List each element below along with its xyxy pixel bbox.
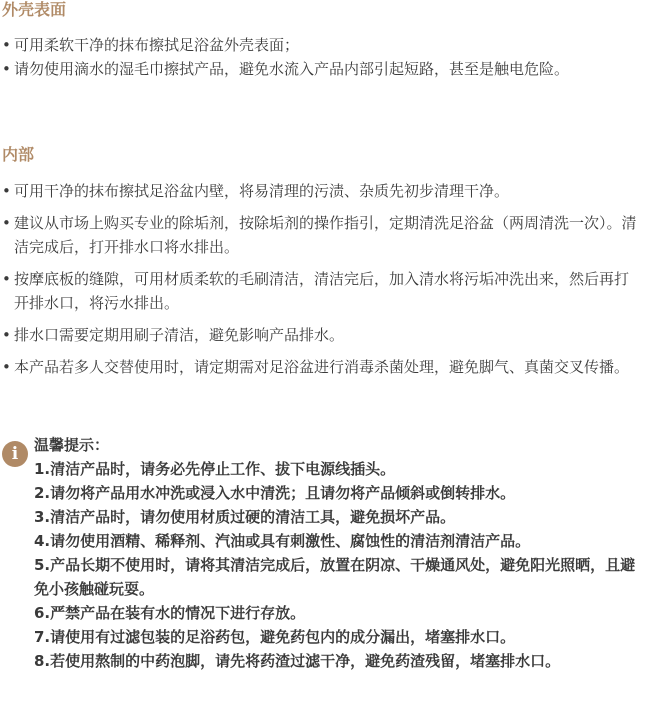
bullet-dot-icon: • (2, 182, 11, 200)
interior-bullet-text: 本产品若多人交替使用时，请定期需对足浴盆进行消毒杀菌处理，避免脚气、真菌交叉传播。 (14, 358, 630, 376)
tips-item: 1.清洁产品时，请务必先停止工作、拔下电源线插头。 (34, 460, 396, 478)
bullet-dot-icon: • (2, 214, 11, 232)
tips-list (34, 457, 644, 673)
interior-bullet-text: 建议从市场上购买专业的除垢剂，按除垢剂的操作指引，定期清洗足浴盆（两周清洗一次）。清洁完成后，打开排水口将水排出。 (14, 214, 637, 256)
tips-item: 6.严禁产品在装有水的情况下进行存放。 (34, 604, 306, 622)
bullet-dot-icon: • (2, 60, 11, 78)
interior-bullet-text: 可用干净的抹布擦拭足浴盆内壁，将易清理的污渍、杂质先初步清理干净。 (14, 182, 510, 200)
interior-bullet-item (2, 211, 642, 259)
tips-item: 5.产品长期不使用时，请将其清洁完成后，放置在阴凉、干燥通风处，避免阳光照晒，且避免小孩触碰玩耍。 (34, 556, 636, 598)
interior-bullet-item (2, 179, 642, 203)
info-icon: i (2, 441, 28, 467)
interior-bullet-text: 按摩底板的缝隙，可用材质柔软的毛刷清洁，清洁完后，加入清水将污垢冲洗出来，然后再打开排水口，将污水排出。 (14, 270, 630, 312)
tips-item: 8.若使用熬制的中药泡脚，请先将药渣过滤干净，避免药渣残留，堵塞排水口。 (34, 652, 561, 670)
tips-item: 4.请勿使用酒精、稀释剂、汽油或具有刺激性、腐蚀性的清洁剂清洁产品。 (34, 532, 531, 550)
shell-bullet-text: 可用柔软干净的抹布擦拭足浴盆外壳表面； (14, 36, 300, 54)
shell-section-title: 外壳表面 (2, 0, 67, 19)
interior-bullet-list (2, 179, 642, 379)
interior-bullet-item (2, 355, 642, 379)
shell-bullet-text: 请勿使用滴水的湿毛巾擦拭产品，避免水流入产品内部引起短路，甚至是触电危险。 (14, 60, 570, 78)
tips-item: 2.请勿将产品用水冲洗或浸入水中清洗；且请勿将产品倾斜或倒转排水。 (34, 484, 516, 502)
interior-bullet-item (2, 323, 642, 347)
interior-section-title: 内部 (2, 145, 35, 164)
tips-item: 3.清洁产品时，请勿使用材质过硬的清洁工具，避免损坏产品。 (34, 508, 456, 526)
tips-item: 7.请使用有过滤包装的足浴药包，避免药包内的成分漏出，堵塞排水口。 (34, 628, 516, 646)
shell-bullet-list (2, 33, 642, 81)
bullet-dot-icon: • (2, 358, 11, 376)
shell-bullet-item (2, 33, 642, 57)
interior-bullet-item (2, 267, 642, 315)
bullet-dot-icon: • (2, 270, 11, 288)
shell-bullet-item (2, 57, 642, 81)
bullet-dot-icon: • (2, 326, 11, 344)
bullet-dot-icon: • (2, 36, 11, 54)
interior-bullet-text: 排水口需要定期用刷子清洁，避免影响产品排水。 (14, 326, 345, 344)
tips-title: 温馨提示： (34, 436, 110, 454)
